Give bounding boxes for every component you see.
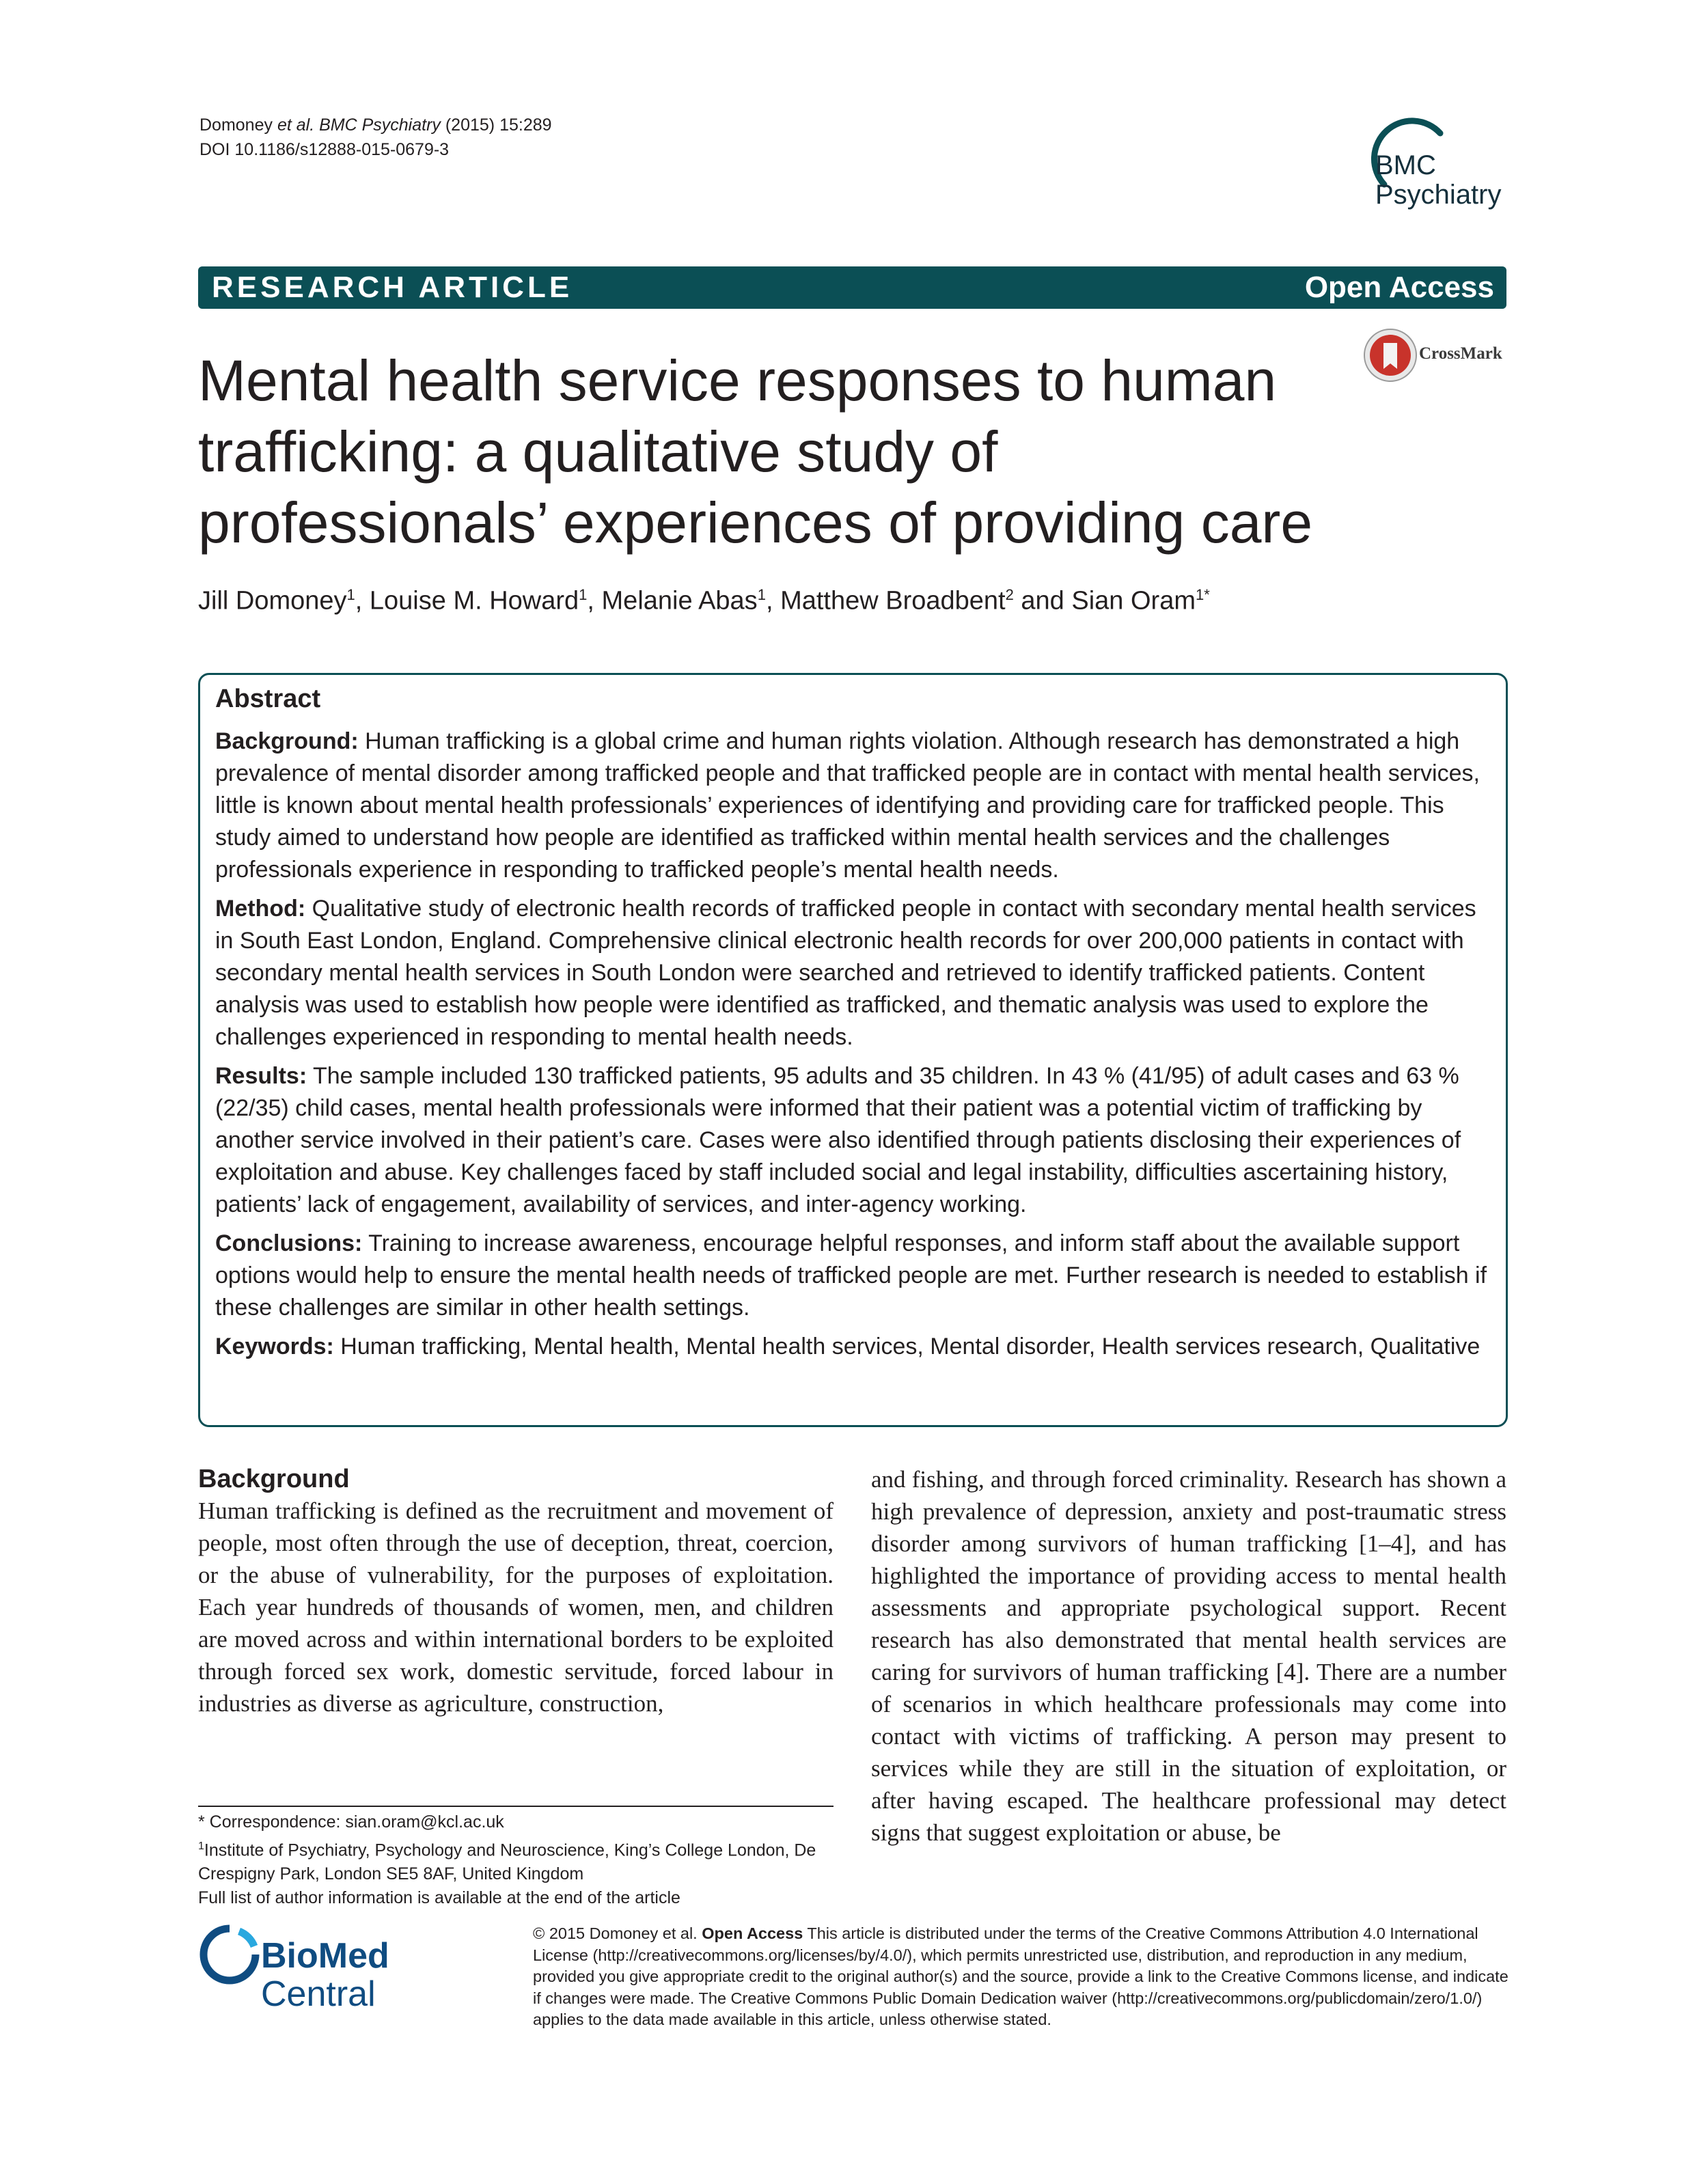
abstract-background [215,726,1493,886]
author-name[interactable]: Matthew Broadbent [780,586,1006,616]
author-separator: , [587,586,602,616]
author-list [198,578,1210,618]
abstract-results-text: The sample included 130 trafficked patients, 95 adults and 35 children. In 43 % (41/95) of adult cases and 63 % (22/35) child cases, mental health professionals were informed that their patient was a potential victim of trafficking by another service involved in their patient’s care. Cases were also identified through patients disclosing their experiences of exploitation and abuse. Key challenges faced by staff included social and legal instability, difficulties ascertaining history, patients’ lack of engagement, availability of services, and inter-agency working. [215,1063,1461,1217]
author-name[interactable]: Jill Domoney [198,586,347,616]
license-body: This article is distributed under the terms of the Creative Commons Attribution 4.0 International License (http://creativecommons.org/licenses/by/4.0/), which permits unrestricted use, distribution, and reproduction in any medium, provided you give appropriate credit to the original author(s) and the source, provide a link to the Creative Commons license, and indicate if changes were made. The Creative Commons Public Domain Dedication waiver (http://creativecommons.org/publicdomain/zero/1.0/) applies to the data made available in this article, unless otherwise stated. [533,1924,1509,2028]
affiliation-sup: 1 [198,1840,204,1852]
crossmark-label: CrossMark [1419,344,1502,363]
author-affiliation-sup: 1* [1196,586,1210,603]
author-separator: and [1013,586,1072,616]
author-info-note: Full list of author information is available at the end of the article [198,1888,680,1908]
article-type-banner [198,266,1506,309]
doi-line: DOI 10.1186/s12888-015-0679-3 [199,140,450,159]
abstract-keywords-label: Keywords: [215,1334,334,1359]
body-paragraph-right: and fishing, and through forced criminality. Research has shown a high prevalence of depression, anxiety and post-traumatic stress disorder among survivors of human trafficking [1–4], and has highlighted the importance of providing access to mental health assessments and appropriate psychological support. Recent research has also demonstrated that mental health services are caring for survivors of human trafficking [4]. There are a number of scenarios in which healthcare professionals may come into contact with victims of trafficking. A person may present to services while they are still in the situation of exploitation, or after having escaped. The healthcare professional may detect signs that suggest exploitation or abuse, be [871,1466,1506,1846]
license-open-access: Open Access [702,1924,803,1942]
body-paragraph-left: Human trafficking is defined as the recruitment and movement of people, most often through the use of deception, threat, coercion, or the abuse of vulnerability, for the purposes of exploitation. Each year hundreds of thousands of women, men, and children are moved across and within international borders to be exploited through forced sex work, domestic servitude, forced labour in industries as diverse as agriculture, construction, [198,1497,834,1717]
abstract-box [198,673,1508,1427]
correspondence-note: * Correspondence: sian.oram@kcl.ac.uk [198,1812,504,1832]
author-affiliation-sup: 2 [1005,586,1014,603]
section-heading-background: Background [198,1465,350,1493]
citation-journal: et al. BMC Psychiatry [277,115,441,135]
abstract-heading: Abstract [215,685,321,713]
affiliation-text: Institute of Psychiatry, Psychology and Neuroscience, King’s College London, De Crespigny Park, London SE5 8AF, United Kingdom [198,1840,816,1884]
author-name[interactable]: Melanie Abas [601,586,758,616]
citation-authors: Domoney [199,115,277,135]
citation-block [199,113,552,162]
affiliation-note [198,1834,854,1886]
journal-logo-line1: BMC [1375,150,1436,180]
publisher-logo [198,1923,512,2014]
article-title: Mental health service responses to human trafficking: a qualitative study of professionals’ experiences of providing care [198,348,1313,555]
abstract-results-label: Results: [215,1063,307,1089]
author-affiliation-sup: 1 [757,586,766,603]
article-type-label: RESEARCH ARTICLE [212,271,573,304]
publisher-name-bold: BioMed [261,1936,389,1976]
crossmark-icon [1363,328,1419,384]
abstract-method [215,893,1493,1053]
abstract-conclusions-text: Training to increase awareness, encourage helpful responses, and inform staff about the available support options would help to ensure the mental health needs of trafficked people are met. Further research is needed to establish if these challenges are similar in other health settings. [215,1230,1487,1321]
abstract-background-text: Human trafficking is a global crime and human rights violation. Although research has demonstrated a high prevalence of mental disorder among trafficked people and that trafficked people are in contact with mental health services, little is known about mental health professionals’ experiences of identifying and providing care for trafficked people. This study aimed to understand how people are identified as trafficked within mental health services and the challenges professionals experience in responding to trafficked people’s mental health needs. [215,728,1480,883]
abstract-method-label: Method: [215,896,306,922]
body-column-left [198,1463,834,1720]
author-name[interactable]: Sian Oram [1071,586,1196,616]
open-access-label: Open Access [1304,271,1494,304]
crossmark-badge[interactable] [1363,328,1520,384]
author-separator: , [355,586,370,616]
abstract-method-text: Qualitative study of electronic health records of trafficked people in contact with secondary mental health services in South East London, England. Comprehensive clinical electronic health records for over 200,000 patients in contact with secondary mental health services in South London were searched and retrieved to identify trafficked patients. Content analysis was used to establish how people were identified as trafficked, and thematic analysis was used to explore the challenges experienced in responding to mental health needs. [215,896,1476,1050]
journal-logo-line2: Psychiatry [1375,180,1502,210]
publisher-name-rest: Central [261,1974,376,2014]
abstract-content [215,682,1493,1370]
journal-logo [1345,116,1515,219]
citation-volume: (2015) 15:289 [440,115,552,135]
abstract-conclusions-label: Conclusions: [215,1230,363,1256]
citation-line [199,113,552,137]
author-affiliation-sup: 1 [346,586,355,603]
author-name[interactable]: Louise M. Howard [369,586,579,616]
abstract-keywords-text: Human trafficking, Mental health, Mental health services, Mental disorder, Health services research, Qualitative [333,1334,1480,1359]
license-copyright: © 2015 Domoney et al. [533,1924,702,1942]
abstract-background-label: Background: [215,728,359,754]
abstract-results [215,1060,1493,1221]
license-text [533,1923,1510,2031]
footnote-divider [198,1806,834,1807]
abstract-conclusions [215,1228,1493,1324]
body-column-right [871,1463,1506,1849]
publisher-name [261,1937,512,2013]
author-affiliation-sup: 1 [579,586,588,603]
publisher-logo-icon [198,1923,260,1988]
footnotes [198,1810,854,1910]
author-separator: , [765,586,781,616]
abstract-keywords [215,1331,1493,1363]
